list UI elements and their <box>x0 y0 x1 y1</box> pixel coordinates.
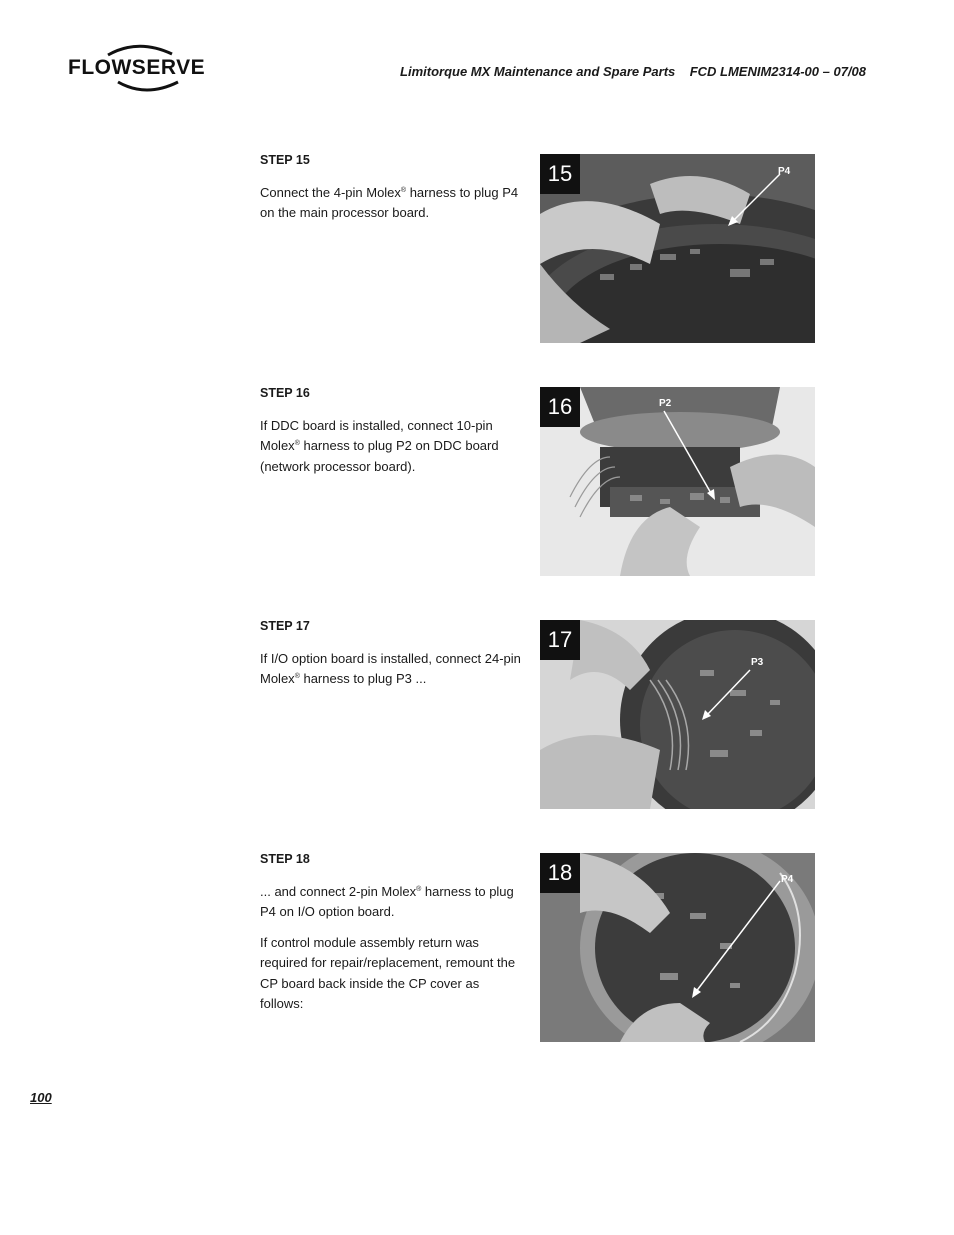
step-title: STEP 16 <box>260 386 310 400</box>
ddc-board-photo-icon <box>540 387 815 576</box>
step-16-text <box>260 383 525 487</box>
option-board-photo-icon <box>540 853 815 1042</box>
step-paragraph: If I/O option board is installed, connect 24-pin Molex® harness to plug P3 ... <box>260 650 521 686</box>
callout-label: P2 <box>659 398 672 409</box>
flowserve-logo <box>68 42 208 96</box>
step-15-photo <box>540 154 815 343</box>
figure-number: 16 <box>540 387 580 427</box>
step-17-text <box>260 616 525 700</box>
step-18-text <box>260 849 525 1025</box>
callout-label: P4 <box>778 166 791 177</box>
step-title: STEP 17 <box>260 619 310 633</box>
logo-wordmark: FLOWSERVE <box>68 56 206 79</box>
step-paragraph: Connect the 4-pin Molex® harness to plug P4 on the main processor board. <box>260 184 519 220</box>
callout-label: P3 <box>751 657 764 668</box>
figure-number: 15 <box>540 154 580 194</box>
page-number: 100 <box>30 1090 52 1105</box>
step-16-photo <box>540 387 815 576</box>
step-paragraph: ... and connect 2-pin Molex® harness to plug P4 on I/O option board. <box>260 883 514 919</box>
step-17-photo <box>540 620 815 809</box>
step-title: STEP 15 <box>260 153 310 167</box>
step-18-photo <box>540 853 815 1042</box>
callout-label: P4 <box>781 874 794 885</box>
io-board-photo-icon <box>540 620 815 809</box>
circuit-board-photo-icon <box>540 154 815 343</box>
step-title: STEP 18 <box>260 852 310 866</box>
figure-number: 17 <box>540 620 580 660</box>
step-paragraph: If control module assembly return was required for repair/replacement, remount the CP board back inside the CP cover as follows: <box>260 934 516 1011</box>
step-paragraph: If DDC board is installed, connect 10-pin Molex® harness to plug P2 on DDC board (network processor board). <box>260 417 499 474</box>
step-15-text <box>260 150 525 234</box>
document-title: Limitorque MX Maintenance and Spare Parts FCD LMENIM2314-00 – 07/08 <box>400 64 866 79</box>
figure-number: 18 <box>540 853 580 893</box>
